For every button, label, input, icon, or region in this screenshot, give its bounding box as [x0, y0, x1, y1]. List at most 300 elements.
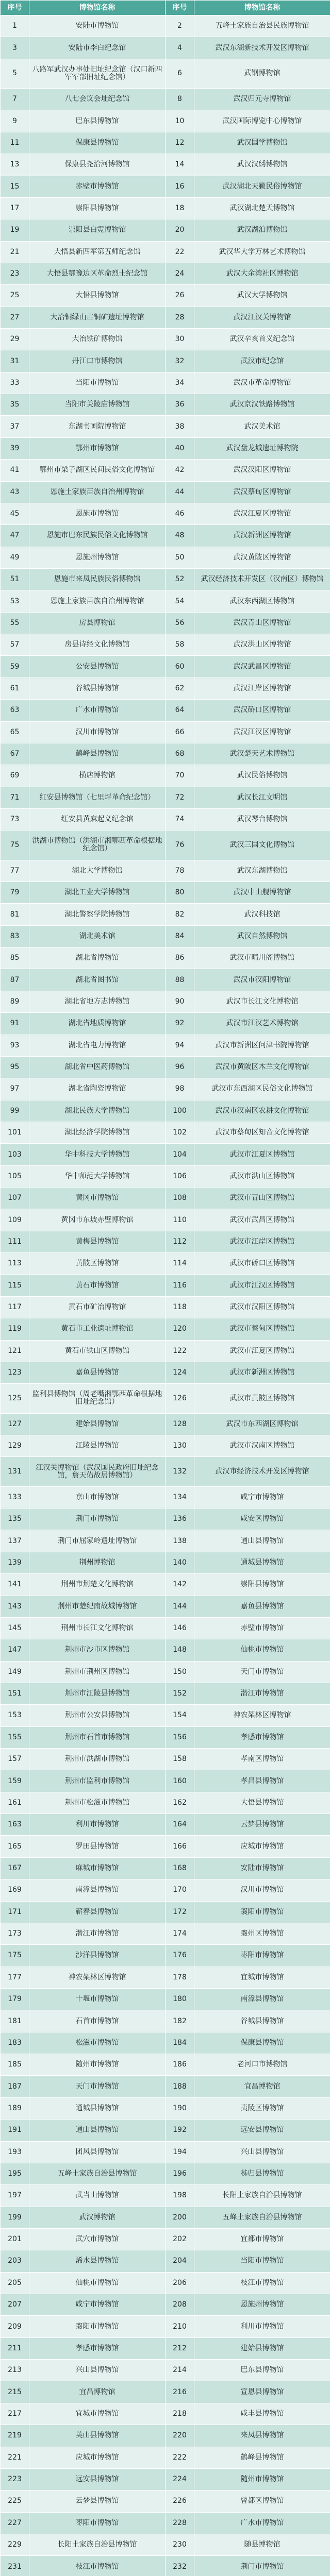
cell-index-left: 95	[1, 1056, 29, 1078]
cell-index-right: 166	[166, 1836, 194, 1857]
table-row	[1, 1144, 330, 1165]
cell-index-left: 23	[1, 263, 29, 284]
cell-index-left: 93	[1, 1035, 29, 1056]
header-index-right: 序号	[166, 1, 194, 15]
cell-name-left: 荆州市松滋市博物馆	[29, 1792, 166, 1814]
cell-name-right: 武汉硚口区博物馆	[194, 700, 330, 721]
cell-index-right: 70	[166, 765, 194, 787]
cell-index-right: 174	[166, 1923, 194, 1944]
cell-name-right: 武汉东湖博物馆	[194, 860, 330, 882]
cell-index-right: 200	[166, 2207, 194, 2228]
cell-name-left: 横店博物馆	[29, 765, 166, 787]
cell-index-left: 213	[1, 2360, 29, 2381]
cell-name-left: 襄阳市博物馆	[29, 2316, 166, 2337]
table-row	[1, 15, 330, 37]
cell-name-left: 武汉博物馆	[29, 2207, 166, 2228]
table-row	[1, 2447, 330, 2468]
table-row	[1, 1188, 330, 1209]
cell-index-right: 28	[166, 307, 194, 328]
cell-name-right: 武汉市青山区博物馆	[194, 1188, 330, 1209]
table-row	[1, 969, 330, 991]
cell-index-left: 101	[1, 1122, 29, 1143]
cell-name-right: 武汉湖泊博物馆	[194, 219, 330, 241]
cell-name-left: 恩施土家族苗族自治州博物馆	[29, 481, 166, 503]
table-row	[1, 176, 330, 197]
table-row	[1, 2381, 330, 2403]
cell-index-left: 137	[1, 1530, 29, 1552]
table-row	[1, 37, 330, 59]
cell-name-left: 英山县博物馆	[29, 2425, 166, 2447]
cell-index-left: 129	[1, 1435, 29, 1457]
cell-index-left: 163	[1, 1814, 29, 1836]
table-header-row	[1, 1, 330, 15]
cell-name-left: 浠水县博物馆	[29, 2250, 166, 2272]
table-row	[1, 925, 330, 947]
cell-name-right: 武汉京汉铁路博物馆	[194, 394, 330, 416]
cell-index-right: 180	[166, 1988, 194, 2010]
table-row	[1, 2337, 330, 2359]
table-row	[1, 1100, 330, 1122]
cell-index-right: 218	[166, 2403, 194, 2425]
header-name-right: 博物馆名称	[194, 1, 330, 15]
cell-index-right: 150	[166, 1661, 194, 1683]
cell-name-right: 孝昌县博物馆	[194, 1770, 330, 1792]
cell-index-right: 186	[166, 2054, 194, 2076]
cell-name-right: 武汉市东西湖区民俗文化博物馆	[194, 1078, 330, 1100]
cell-name-right: 武汉盘龙城遗址博物院	[194, 437, 330, 459]
cell-name-left: 黄石市矿冶博物馆	[29, 1296, 166, 1318]
cell-index-right: 106	[166, 1165, 194, 1187]
cell-index-right: 42	[166, 460, 194, 481]
cell-name-right: 枝江市博物馆	[194, 2272, 330, 2294]
cell-name-left: 黄石市铁山区博物馆	[29, 1340, 166, 1362]
cell-index-left: 37	[1, 416, 29, 437]
cell-name-right: 武汉蔡甸区博物馆	[194, 481, 330, 503]
cell-index-right: 190	[166, 2097, 194, 2119]
table-row	[1, 1596, 330, 1617]
cell-name-left: 武穴市博物馆	[29, 2228, 166, 2250]
cell-index-right: 104	[166, 1144, 194, 1165]
cell-name-right: 随州市博物馆	[194, 2468, 330, 2490]
cell-name-right: 武汉市汉南区农耕文化博物馆	[194, 1100, 330, 1122]
cell-name-left: 恩施土家族苗族自治州博物馆	[29, 590, 166, 612]
cell-name-right: 赤壁市博物馆	[194, 1617, 330, 1639]
cell-name-right: 武汉市汉阳博物馆	[194, 969, 330, 991]
cell-index-right: 30	[166, 329, 194, 350]
cell-name-left: 黄冈市博物馆	[29, 1188, 166, 1209]
cell-name-right: 武汉市汉阳区博物馆	[194, 1296, 330, 1318]
cell-index-left: 187	[1, 2076, 29, 2097]
cell-index-right: 46	[166, 503, 194, 524]
cell-index-right: 182	[166, 2010, 194, 2032]
table-row	[1, 416, 330, 437]
cell-index-left: 131	[1, 1457, 29, 1486]
cell-name-left: 南漳县博物馆	[29, 1879, 166, 1901]
table-row	[1, 2185, 330, 2207]
cell-index-left: 5	[1, 59, 29, 88]
cell-index-left: 139	[1, 1552, 29, 1573]
table-row	[1, 372, 330, 394]
cell-index-left: 175	[1, 1945, 29, 1967]
cell-index-left: 55	[1, 612, 29, 634]
cell-index-right: 40	[166, 437, 194, 459]
cell-index-right: 26	[166, 285, 194, 307]
cell-name-left: 荆州博物馆	[29, 1552, 166, 1573]
cell-name-left: 红安县博物馆（七里坪革命纪念馆）	[29, 787, 166, 808]
cell-index-right: 6	[166, 59, 194, 88]
cell-name-right: 谷城县博物馆	[194, 2010, 330, 2032]
cell-index-right: 170	[166, 1879, 194, 1901]
table-row	[1, 219, 330, 241]
table-row	[1, 1639, 330, 1661]
cell-name-right: 襄阳市博物馆	[194, 1901, 330, 1923]
table-row	[1, 904, 330, 925]
cell-name-right: 宣恩县博物馆	[194, 2381, 330, 2403]
cell-index-left: 155	[1, 1726, 29, 1748]
cell-name-right: 武汉市江夏区博物馆	[194, 1340, 330, 1362]
cell-index-right: 12	[166, 132, 194, 154]
cell-name-left: 枣阳市博物馆	[29, 2512, 166, 2534]
table-row	[1, 634, 330, 656]
cell-index-left: 159	[1, 1770, 29, 1792]
cell-index-left: 61	[1, 677, 29, 699]
table-row	[1, 481, 330, 503]
table-row	[1, 1013, 330, 1035]
cell-name-right: 武汉江汉区博物馆	[194, 721, 330, 743]
table-row	[1, 2228, 330, 2250]
cell-name-right: 武汉市硚口区博物馆	[194, 1253, 330, 1275]
cell-name-right: 夷陵区博物馆	[194, 2097, 330, 2119]
cell-index-right: 224	[166, 2468, 194, 2490]
cell-name-left: 房县诗经文化博物馆	[29, 634, 166, 656]
cell-index-left: 123	[1, 1362, 29, 1383]
table-row	[1, 831, 330, 860]
cell-index-left: 21	[1, 241, 29, 263]
cell-index-left: 17	[1, 197, 29, 219]
cell-name-left: 恩施市巴东民族民俗文化博物馆	[29, 525, 166, 547]
cell-index-right: 206	[166, 2272, 194, 2294]
cell-name-right: 咸安区博物馆	[194, 1509, 330, 1530]
cell-index-right: 24	[166, 263, 194, 284]
cell-index-left: 183	[1, 2032, 29, 2054]
cell-index-right: 226	[166, 2490, 194, 2512]
cell-index-left: 65	[1, 721, 29, 743]
cell-index-right: 164	[166, 1814, 194, 1836]
table-row	[1, 947, 330, 969]
cell-name-left: 湖北省博物馆	[29, 947, 166, 969]
cell-name-right: 武汉中山舰博物馆	[194, 882, 330, 904]
cell-name-left: 崇阳县白霓博物馆	[29, 219, 166, 241]
cell-name-left: 罗田县博物馆	[29, 1836, 166, 1857]
table-row	[1, 2425, 330, 2447]
table-row	[1, 1792, 330, 1814]
cell-index-left: 1	[1, 15, 29, 37]
table-row	[1, 1122, 330, 1143]
cell-name-right: 武汉黄陂区博物馆	[194, 547, 330, 568]
cell-name-left: 兴山县博物馆	[29, 2360, 166, 2381]
table-row	[1, 1988, 330, 2010]
cell-index-right: 92	[166, 1013, 194, 1035]
cell-name-right: 武汉归元寺博物馆	[194, 89, 330, 110]
cell-name-left: 洪湖市博物馆（洪湖市湘鄂西革命根据地纪念馆）	[29, 831, 166, 860]
cell-index-left: 107	[1, 1188, 29, 1209]
cell-name-left: 湖北省地方志博物馆	[29, 991, 166, 1012]
cell-index-left: 57	[1, 634, 29, 656]
cell-index-left: 207	[1, 2294, 29, 2316]
cell-index-left: 89	[1, 991, 29, 1012]
table-row	[1, 2468, 330, 2490]
cell-name-left: 荆州市长江文化博物馆	[29, 1617, 166, 1639]
table-row	[1, 677, 330, 699]
cell-name-right: 武汉洪山区博物馆	[194, 634, 330, 656]
cell-name-left: 嘉鱼县博物馆	[29, 1362, 166, 1383]
cell-index-right: 56	[166, 612, 194, 634]
cell-name-right: 神农架林区博物馆	[194, 1705, 330, 1726]
cell-name-left: 江汉关博物馆（武汉国民政府旧址纪念馆，詹天佑故居博物馆）	[29, 1457, 166, 1486]
cell-name-right: 武汉大学博物馆	[194, 285, 330, 307]
cell-index-right: 194	[166, 2141, 194, 2163]
cell-index-right: 210	[166, 2316, 194, 2337]
cell-name-left: 湖北美术馆	[29, 925, 166, 947]
cell-index-right: 20	[166, 219, 194, 241]
cell-index-left: 13	[1, 154, 29, 176]
cell-index-left: 51	[1, 568, 29, 590]
cell-index-right: 220	[166, 2425, 194, 2447]
cell-index-right: 36	[166, 394, 194, 416]
table-row	[1, 568, 330, 590]
cell-index-left: 53	[1, 590, 29, 612]
cell-index-left: 3	[1, 37, 29, 59]
cell-index-left: 127	[1, 1413, 29, 1435]
cell-index-left: 195	[1, 2163, 29, 2184]
cell-name-right: 武汉汉阳区博物馆	[194, 460, 330, 481]
cell-index-right: 184	[166, 2032, 194, 2054]
cell-index-right: 60	[166, 656, 194, 677]
cell-index-right: 124	[166, 1362, 194, 1383]
table-row	[1, 991, 330, 1012]
cell-index-left: 27	[1, 307, 29, 328]
cell-name-left: 荆州市荆楚文化博物馆	[29, 1574, 166, 1596]
cell-index-left: 211	[1, 2337, 29, 2359]
cell-name-right: 咸宁市博物馆	[194, 1486, 330, 1508]
cell-name-right: 武汉科技馆	[194, 904, 330, 925]
cell-name-right: 武钢博物馆	[194, 59, 330, 88]
cell-name-left: 利川市博物馆	[29, 1814, 166, 1836]
cell-index-left: 205	[1, 2272, 29, 2294]
cell-name-left: 神农架林区博物馆	[29, 1967, 166, 1988]
table-row	[1, 437, 330, 459]
cell-index-right: 208	[166, 2294, 194, 2316]
cell-name-right: 武汉市新洲区博物馆	[194, 1362, 330, 1383]
cell-name-left: 大冶铁矿博物馆	[29, 329, 166, 350]
table-row	[1, 197, 330, 219]
cell-index-left: 203	[1, 2250, 29, 2272]
table-row	[1, 547, 330, 568]
cell-index-left: 33	[1, 372, 29, 394]
table-row	[1, 2490, 330, 2512]
cell-index-left: 29	[1, 329, 29, 350]
cell-index-right: 90	[166, 991, 194, 1012]
cell-index-left: 25	[1, 285, 29, 307]
cell-index-right: 108	[166, 1188, 194, 1209]
cell-name-left: 远安县博物馆	[29, 2468, 166, 2490]
cell-name-left: 麻城市博物馆	[29, 1857, 166, 1879]
cell-name-left: 湖北工业大学博物馆	[29, 882, 166, 904]
cell-name-right: 武汉民俗博物馆	[194, 765, 330, 787]
table-row	[1, 2207, 330, 2228]
cell-name-right: 秭归县博物馆	[194, 2163, 330, 2184]
cell-index-left: 171	[1, 1901, 29, 1923]
cell-index-left: 151	[1, 1683, 29, 1704]
cell-index-left: 9	[1, 110, 29, 132]
cell-index-right: 82	[166, 904, 194, 925]
table-row	[1, 860, 330, 882]
cell-index-right: 176	[166, 1945, 194, 1967]
cell-index-left: 41	[1, 460, 29, 481]
cell-index-right: 86	[166, 947, 194, 969]
table-row	[1, 882, 330, 904]
cell-name-right: 武汉湖北天籁民俗博物馆	[194, 176, 330, 197]
cell-name-left: 恩施市博物馆	[29, 503, 166, 524]
cell-name-left: 石首市博物馆	[29, 2010, 166, 2032]
cell-name-right: 宜昌博物馆	[194, 2076, 330, 2097]
cell-index-right: 4	[166, 37, 194, 59]
cell-name-left: 长阳土家族自治县博物馆	[29, 2534, 166, 2555]
cell-index-left: 227	[1, 2512, 29, 2534]
cell-name-right: 枣阳市博物馆	[194, 1945, 330, 1967]
table-row	[1, 1574, 330, 1596]
cell-index-right: 136	[166, 1509, 194, 1530]
cell-index-left: 117	[1, 1296, 29, 1318]
cell-index-left: 87	[1, 969, 29, 991]
cell-name-left: 十堰市博物馆	[29, 1988, 166, 2010]
cell-index-left: 99	[1, 1100, 29, 1122]
cell-index-left: 97	[1, 1078, 29, 1100]
cell-name-left: 黄陂区博物馆	[29, 1253, 166, 1275]
cell-name-left: 黄梅县博物馆	[29, 1231, 166, 1252]
table-row	[1, 1253, 330, 1275]
cell-index-right: 50	[166, 547, 194, 568]
cell-index-left: 105	[1, 1165, 29, 1187]
cell-name-right: 武汉楚天艺术博物馆	[194, 743, 330, 765]
cell-name-left: 沙洋县博物馆	[29, 1945, 166, 1967]
cell-index-left: 149	[1, 1661, 29, 1683]
cell-name-right: 巴东县博物馆	[194, 2360, 330, 2381]
cell-name-right: 武汉市江汉区博物馆	[194, 1275, 330, 1296]
table-row	[1, 2163, 330, 2184]
cell-name-right: 武汉三国文化博物馆	[194, 831, 330, 860]
table-row	[1, 656, 330, 677]
cell-index-right: 22	[166, 241, 194, 263]
header-index-left: 序号	[1, 1, 29, 15]
cell-index-left: 113	[1, 1253, 29, 1275]
table-body	[1, 15, 330, 2576]
cell-index-left: 81	[1, 904, 29, 925]
cell-index-right: 188	[166, 2076, 194, 2097]
table-row	[1, 2272, 330, 2294]
cell-index-left: 157	[1, 1749, 29, 1770]
cell-index-left: 231	[1, 2556, 29, 2576]
cell-index-right: 114	[166, 1253, 194, 1275]
cell-index-right: 58	[166, 634, 194, 656]
cell-name-right: 武汉市黄陂区木兰文化博物馆	[194, 1056, 330, 1078]
cell-name-right: 保康县博物馆	[194, 2032, 330, 2054]
cell-index-right: 38	[166, 416, 194, 437]
cell-name-left: 五峰土家族自治县博物馆	[29, 2163, 166, 2184]
cell-name-right: 武汉市洪山区博物馆	[194, 1165, 330, 1187]
table-row	[1, 132, 330, 154]
table-row	[1, 2250, 330, 2272]
cell-name-right: 武汉市黄陂区博物馆	[194, 1384, 330, 1413]
cell-name-right: 广水市博物馆	[194, 2512, 330, 2534]
cell-index-left: 145	[1, 1617, 29, 1639]
cell-name-right: 武汉东西湖区博物馆	[194, 590, 330, 612]
cell-index-left: 147	[1, 1639, 29, 1661]
cell-name-left: 孝感市博物馆	[29, 2337, 166, 2359]
cell-name-left: 随州市博物馆	[29, 2054, 166, 2076]
table-row	[1, 1967, 330, 1988]
table-row	[1, 1209, 330, 1231]
cell-index-left: 215	[1, 2381, 29, 2403]
cell-name-left: 恩施州博物馆	[29, 547, 166, 568]
cell-index-left: 15	[1, 176, 29, 197]
table-row	[1, 1340, 330, 1362]
cell-name-right: 来凤县博物馆	[194, 2425, 330, 2447]
cell-name-left: 武当山博物馆	[29, 2185, 166, 2207]
cell-name-right: 大悟县博物馆	[194, 1792, 330, 1814]
cell-index-left: 39	[1, 437, 29, 459]
cell-name-right: 孝感市博物馆	[194, 1726, 330, 1748]
cell-name-right: 应城市博物馆	[194, 1836, 330, 1857]
cell-index-right: 142	[166, 1574, 194, 1596]
cell-name-left: 当阳市博物馆	[29, 372, 166, 394]
cell-name-left: 云梦县博物馆	[29, 2490, 166, 2512]
header-name-left: 博物馆名称	[29, 1, 166, 15]
cell-index-right: 66	[166, 721, 194, 743]
table-row	[1, 2120, 330, 2141]
cell-index-right: 88	[166, 969, 194, 991]
cell-name-right: 武汉汉绣博物馆	[194, 154, 330, 176]
cell-name-left: 应城市博物馆	[29, 2447, 166, 2468]
cell-index-right: 158	[166, 1749, 194, 1770]
table-row	[1, 808, 330, 830]
cell-index-right: 8	[166, 89, 194, 110]
cell-index-right: 116	[166, 1275, 194, 1296]
table-row	[1, 1384, 330, 1413]
cell-index-left: 109	[1, 1209, 29, 1231]
table-row	[1, 590, 330, 612]
cell-name-right: 武汉新洲区博物馆	[194, 525, 330, 547]
cell-name-left: 咸宁市博物馆	[29, 2294, 166, 2316]
cell-name-right: 武汉市革命博物馆	[194, 372, 330, 394]
cell-name-left: 监利县博物馆（周老嘴湘鄂西革命根据地旧址纪念馆）	[29, 1384, 166, 1413]
cell-index-right: 68	[166, 743, 194, 765]
cell-name-right: 武汉市汉南区博物馆	[194, 1435, 330, 1457]
cell-name-left: 丹江口市博物馆	[29, 350, 166, 372]
cell-name-left: 赤壁市博物馆	[29, 176, 166, 197]
cell-name-left: 湖北省中医药博物馆	[29, 1056, 166, 1078]
cell-name-left: 公安县博物馆	[29, 656, 166, 677]
cell-index-right: 78	[166, 860, 194, 882]
cell-index-right: 198	[166, 2185, 194, 2207]
cell-name-right: 武汉自然博物馆	[194, 925, 330, 947]
table-row	[1, 787, 330, 808]
cell-index-left: 115	[1, 1275, 29, 1296]
cell-index-left: 141	[1, 1574, 29, 1596]
cell-name-left: 宜城市博物馆	[29, 2403, 166, 2425]
cell-index-right: 18	[166, 197, 194, 219]
cell-name-left: 东湖书画院博物馆	[29, 416, 166, 437]
